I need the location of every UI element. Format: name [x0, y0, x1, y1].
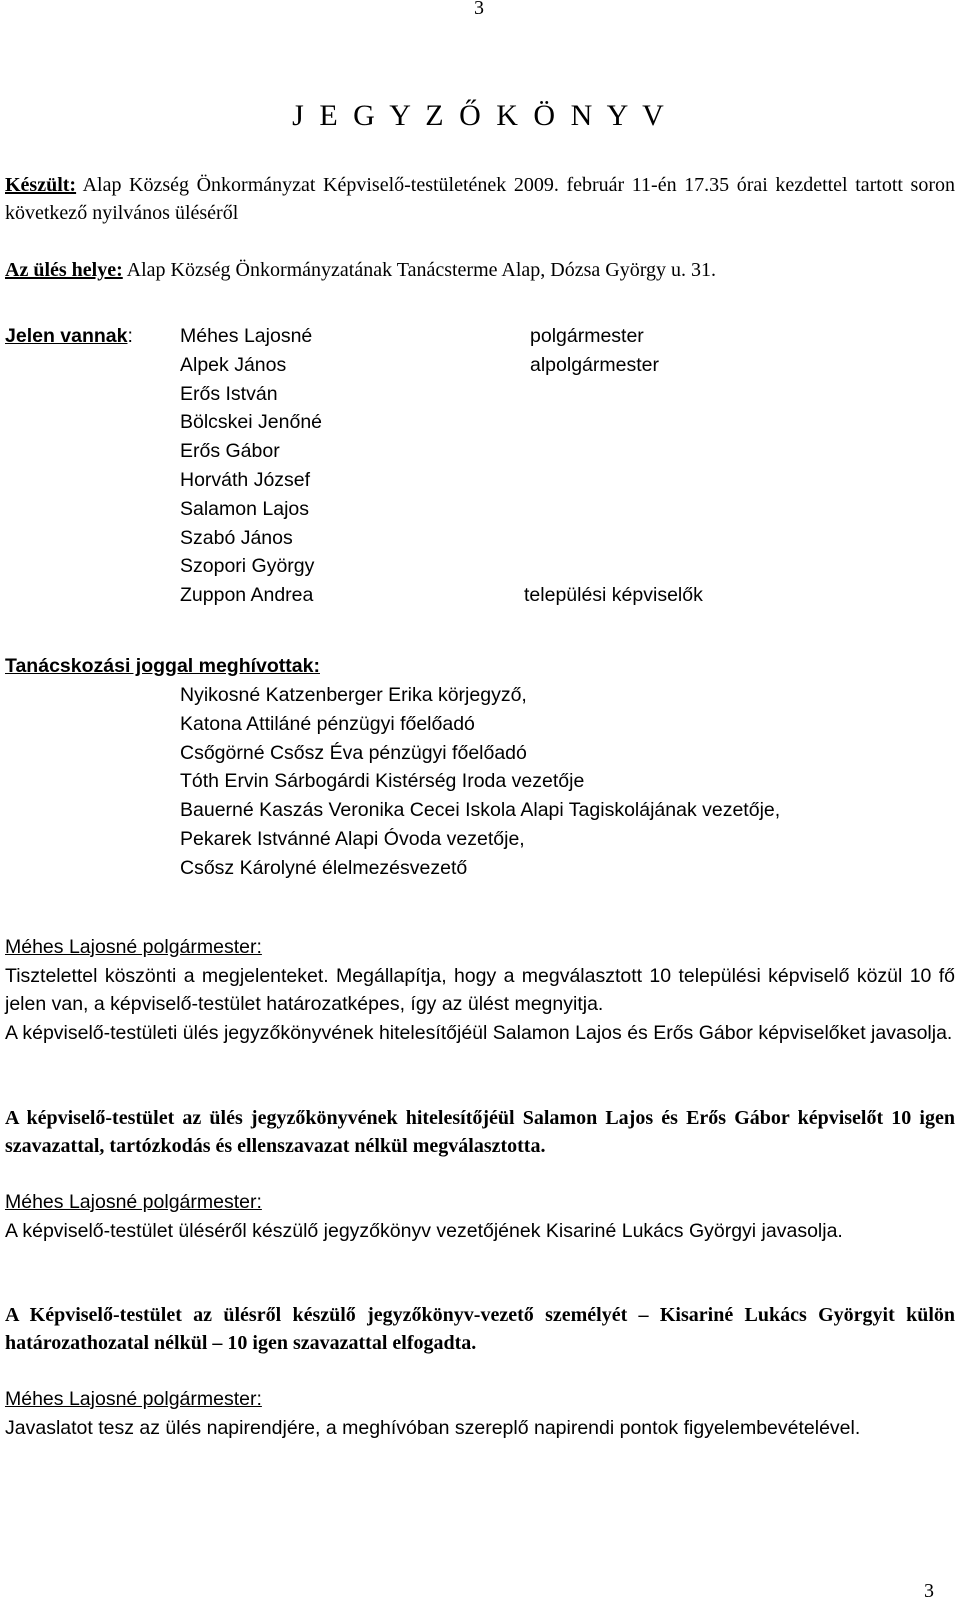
- present-name: Alpek János: [180, 353, 287, 376]
- present-name: Szabó János: [180, 526, 293, 549]
- present-name: Zuppon Andrea: [180, 584, 314, 607]
- invited-item: Pekarek Istvánné Alapi Óvoda vezetője,: [180, 827, 525, 850]
- speech-paragraph: Tisztelettel köszönti a megjelenteket. Megállapítja, hogy a megválasztott 10 települési képviselő közül 10 fő jelen van, a képviselő-testület határozatképes, így az ülést megnyitja.: [5, 965, 955, 1015]
- document-title: J E G Y Z Ő K Ö N Y V: [292, 99, 668, 132]
- page-number-bottom: 3: [924, 1580, 934, 1602]
- invited-item: Csősz Károlyné élelmezésvezető: [180, 856, 468, 879]
- helye-label: Az ülés helye:: [5, 259, 123, 281]
- present-name: Szopori György: [180, 555, 315, 578]
- speaker-heading: [5, 933, 262, 961]
- present-name: Erős Gábor: [180, 440, 280, 463]
- invited-label-block: [5, 652, 320, 680]
- role-deputy: alpolgármester: [530, 354, 659, 376]
- role-mayor: polgármester: [530, 325, 644, 347]
- invited-label: Tanácskozási joggal meghívottak:: [5, 655, 320, 677]
- present-name: Bölcskei Jenőné: [180, 411, 323, 434]
- speech-paragraph: A képviselő-testületi ülés jegyzőkönyvének hitelesítőjéül Salamon Lajos és Erős Gábor képviselőket javasolja.: [5, 1022, 953, 1044]
- speech-paragraph: Javaslatot tesz az ülés napirendjére, a meghívóban szereplő napirendi pontok figyelembevételével.: [5, 1417, 861, 1439]
- speaker-label: Méhes Lajosné polgármester:: [5, 936, 262, 958]
- invited-item: Tóth Ervin Sárbogárdi Kistérség Iroda vezetője: [180, 770, 585, 793]
- invited-item: Bauerné Kaszás Veronika Cecei Iskola Alapi Tagiskolájának vezetője,: [180, 799, 781, 822]
- present-name: Erős István: [180, 382, 278, 405]
- present-names-list: [180, 322, 322, 610]
- present-colon: :: [127, 325, 133, 347]
- present-label-block: [5, 322, 133, 350]
- present-name: Salamon Lajos: [180, 497, 309, 520]
- speech-paragraph: A képviselő-testület üléséről készülő jegyzőkönyv vezetőjének Kisariné Lukács Györgyi javasolja.: [5, 1220, 843, 1242]
- keszult-label: Készült:: [5, 174, 77, 196]
- speaker-heading: [5, 1385, 262, 1413]
- helye-paragraph: [5, 256, 955, 284]
- speaker-label: Méhes Lajosné polgármester:: [5, 1388, 262, 1410]
- present-label: Jelen vannak: [5, 325, 128, 347]
- keszult-paragraph: [5, 171, 955, 227]
- invited-item: Csőgörné Csősz Éva pénzügyi főelőadó: [180, 741, 527, 764]
- keszult-text: Alap Község Önkormányzat Képviselő-testületének 2009. február 11-én 17.35 órai kezdettel tartott soron következő nyilvános üléséről: [5, 174, 955, 224]
- decision-paragraph: A képviselő-testület az ülés jegyzőkönyvének hitelesítőjéül Salamon Lajos és Erős Gábor képviselőt 10 igen szavazattal, tartózkodás és ellenszavazat nélkül megválasztotta.: [5, 1107, 955, 1157]
- present-name: Méhes Lajosné: [180, 325, 313, 347]
- decision-paragraph: A Képviselő-testület az ülésről készülő jegyzőkönyv-vezető személyét – Kisariné Lukács Györgyit külön határozathozatal nélkül – 10 igen szavazattal elfogadta.: [5, 1304, 955, 1354]
- speaker-label: Méhes Lajosné polgármester:: [5, 1191, 262, 1213]
- invited-item: Katona Attiláné pénzügyi főelőadó: [180, 712, 475, 735]
- helye-text: Alap Község Önkormányzatának Tanácsterme Alap, Dózsa György u. 31.: [122, 259, 717, 281]
- role-representatives: települési képviselők: [524, 584, 703, 606]
- speaker-heading: [5, 1188, 262, 1216]
- page-number-top: 3: [474, 0, 484, 19]
- invited-item: Nyikosné Katzenberger Erika körjegyző,: [180, 684, 527, 706]
- present-name: Horváth József: [180, 468, 311, 491]
- invited-list: [180, 681, 780, 883]
